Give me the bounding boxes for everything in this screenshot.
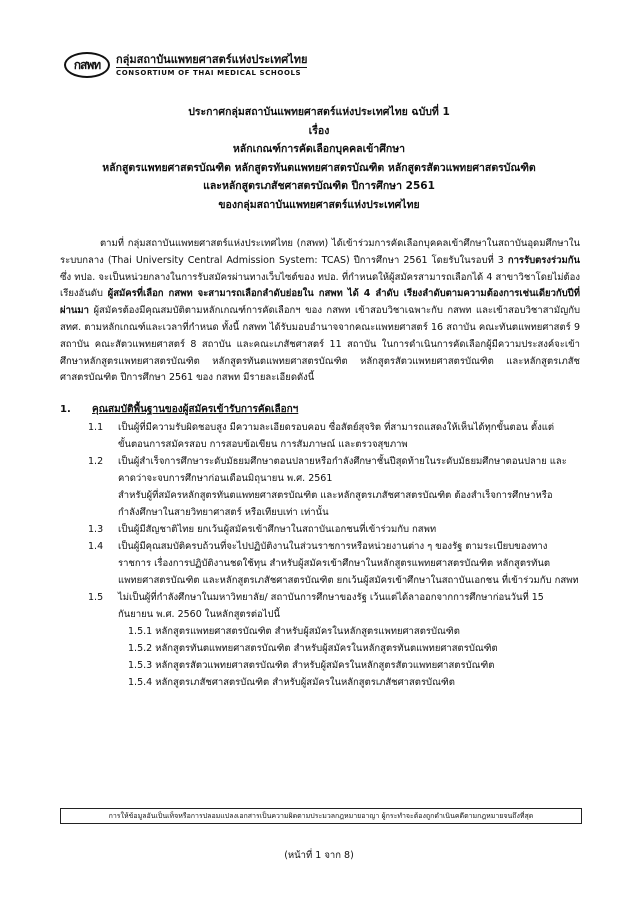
item-line: ไม่เป็นผู้ที่กำลังศึกษาในมหาวิทยาลัย/ สถาบันการศึกษาของรัฐ เว้นแต่ได้ลาออกจากการศึกษาก่อนวันที่ 15 — [118, 592, 544, 604]
item-text — [118, 419, 580, 453]
legal-notice-box: การให้ข้อมูลอันเป็นเท็จหรือการปลอมแปลงเอกสารเป็นความผิดตามประมวลกฎหมายอาญา ผู้กระทำจะต้องถูกดำเนินคดีตามกฎหมายจนถึงที่สุด — [60, 808, 582, 824]
item-line: เป็นผู้มีสัญชาติไทย ยกเว้นผู้สมัครเข้าศึกษาในสถาบันเอกชนที่เข้าร่วมกับ กสพท — [118, 524, 437, 536]
announcement-title-block — [60, 103, 578, 214]
item-number: 1.2 — [88, 456, 104, 468]
item-line: คาดว่าจะจบการศึกษาก่อนเดือนมิถุนายน พ.ศ. 2561 — [118, 473, 333, 485]
item-number: 1.3 — [88, 524, 104, 536]
item-line: เป็นผู้ที่มีความรับผิดชอบสูง มีความละเอียดรอบคอบ ซื่อสัตย์สุจริต ที่สามารถแสดงให้เห็นได้ทุกขั้นตอน ตั้งแต่ — [118, 422, 555, 434]
section-1-number: 1. — [60, 404, 71, 416]
item-number: 1.4 — [88, 541, 104, 553]
sub-item: 1.5.2 หลักสูตรทันตแพทยศาสตรบัณฑิต สำหรับผู้สมัครในหลักสูตรทันตแพทยศาสตรบัณฑิต — [128, 643, 498, 655]
item-line: กันยายน พ.ศ. 2560 ในหลักสูตรต่อไปนี้ — [118, 609, 280, 621]
item-line: ราชการ เรื่องการปฏิบัติงานชดใช้ทุน สำหรับผู้สมัครเข้าศึกษาในหลักสูตรแพทยศาสตรบัณฑิต หลักสูตรทันต — [118, 558, 551, 570]
subject-label: เรื่อง — [308, 124, 330, 137]
item-line: เป็นผู้มีคุณสมบัติครบถ้วนที่จะไปปฏิบัติงานในส่วนราชการหรือหน่วยงานต่าง ๆ ของรัฐ ตามระเบียบของทาง — [118, 541, 548, 553]
announcement-title: ประกาศกลุ่มสถาบันแพทยศาสตร์แห่งประเทศไทย ฉบับที่ 1 — [188, 106, 450, 118]
org-name-thai: กลุ่มสถาบันแพทยศาสตร์แห่งประเทศไทย — [116, 52, 308, 66]
list-item — [60, 521, 580, 538]
item-number: 1.5 — [88, 592, 104, 604]
item-text — [118, 453, 580, 521]
intro-text — [60, 236, 580, 387]
section-1-heading — [60, 401, 580, 419]
consortium-logo-icon: กสพท — [64, 52, 110, 78]
item-text — [118, 521, 580, 538]
section-1-items — [60, 419, 580, 691]
list-item — [60, 453, 580, 521]
subject-line-4: ของกลุ่มสถาบันแพทยศาสตร์แห่งประเทศไทย — [218, 198, 420, 211]
subject-line-3: และหลักสูตรเภสัชศาสตรบัณฑิต ปีการศึกษา 2561 — [203, 180, 435, 192]
section-1-title: คุณสมบัติพื้นฐานของผู้สมัครเข้ารับการคัดเลือกฯ — [92, 404, 299, 416]
sub-item: 1.5.3 หลักสูตรสัตวแพทยศาสตรบัณฑิต สำหรับผู้สมัครในหลักสูตรสัตวแพทยศาสตรบัณฑิต — [128, 660, 495, 672]
intro-bold-joint-admission: การรับตรงร่วมกัน — [507, 254, 580, 266]
intro-text-part-3: ผู้สมัครต้องมีคุณสมบัติตามหลักเกณฑ์การคัดเลือกฯ ของ กสพท เข้าสอบวิชาเฉพาะกับ กสพท และเข้าสอบวิชาสามัญกับ สทศ. ตามหลักเกณฑ์และเวลาที่กำหนด ทั้งนี้ กสพท ได้รับมอบอำนาจจากคณะแพทยศาสตร์ 16 สถาบัน คณะทันตแพทยศาสตร์ 9 สถาบัน คณะสัตวแพทยศาสตร์ 8 สถาบัน และคณะเภสัชศาสตร์ 11 สถาบัน ในการดำเนินการคัดเลือกผู้มีความประสงค์จะเข้าศึกษาหลักสูตรแพทยศาสตรบัณฑิต หลักสูตรทันตแพทยศาสตรบัณฑิต หลักสูตรสัตวแพทยศาสตรบัณฑิต และหลักสูตรเภสัชศาสตรบัณฑิต ปีการศึกษา 2561 ของ กสพท มีรายละเอียดดังนี้ — [60, 305, 580, 384]
page-number: (หน้าที่ 1 จาก 8) — [284, 850, 354, 861]
intro-text-part-1: ตามที่ กลุ่มสถาบันแพทยศาสตร์แห่งประเทศไทย (กสพท) ได้เข้าร่วมการคัดเลือกบุคคลเข้าศึกษาในสถาบันอุดมศึกษาในระบบกลาง (Thai University Central Admission System: TCAS) ปีการศึกษา 2561 โดยรับในรอบที่ 3 — [60, 238, 580, 266]
item-line: กำลังศึกษาในสายวิทยาศาสตร์ หรือเทียบเท่า เท่านั้น — [118, 507, 329, 519]
item-line: ขั้นตอนการสมัครสอบ การสอบข้อเขียน การสัมภาษณ์ และตรวจสุขภาพ — [118, 439, 408, 451]
item-line: เป็นผู้สำเร็จการศึกษาระดับมัธยมศึกษาตอนปลายหรือกำลังศึกษาชั้นปีสุดท้ายในระดับมัธยมศึกษาตอนปลาย และ — [118, 456, 567, 468]
org-name-english: CONSORTIUM OF THAI MEDICAL SCHOOLS — [116, 68, 302, 77]
document-body — [60, 236, 580, 691]
subject-line-2: หลักสูตรแพทยศาสตรบัณฑิต หลักสูตรทันตแพทยศาสตรบัณฑิต หลักสูตรสัตวแพทยศาสตรบัณฑิต — [102, 161, 536, 174]
item-line: สำหรับผู้ที่สมัครหลักสูตรทันตแพทยศาสตรบัณฑิต และหลักสูตรเภสัชศาสตรบัณฑิต ต้องสำเร็จการศึกษาหรือ — [118, 490, 553, 502]
item-number: 1.1 — [88, 422, 104, 434]
header-logo — [64, 52, 307, 78]
sub-item: 1.5.1 หลักสูตรแพทยศาสตรบัณฑิต สำหรับผู้สมัครในหลักสูตรแพทยศาสตรบัณฑิต — [128, 626, 460, 638]
intro-bold-ranking-rule: ผู้สมัครที่เลือก กสพท จะสามารถเลือกลำดับย่อยใน กสพท ได้ 4 ลำดับ เรียงลำดับตามความต้องการเช่นเดียวกับปีที่ผ่านมา — [60, 288, 580, 317]
list-item — [60, 538, 580, 589]
intro-paragraph — [60, 236, 580, 387]
list-item — [60, 589, 580, 623]
sub-item: 1.5.4 หลักสูตรเภสัชศาสตรบัณฑิต สำหรับผู้สมัครในหลักสูตรเภสัชศาสตรบัณฑิต — [128, 677, 455, 689]
list-item — [60, 419, 580, 453]
item-line: แพทยศาสตรบัณฑิต และหลักสูตรเภสัชศาสตรบัณฑิต ยกเว้นผู้สมัครเข้าศึกษาในสถาบันเอกชน ที่เข้าร่วมกับ กสพท — [118, 575, 579, 587]
intro-text-part-2: ซึ่ง ทปอ. จะเป็นหน่วยกลางในการรับสมัครผ่านทางเว็บไซต์ของ ทปอ. ที่กำหนดให้ผู้สมัครสามารถเลือกได้ 4 สาขาวิชาโดยไม่ต้องเรียงอันดับ — [60, 271, 580, 300]
item-text — [118, 589, 580, 623]
org-name — [116, 53, 307, 78]
item-text — [118, 538, 580, 589]
subject-line-1: หลักเกณฑ์การคัดเลือกบุคคลเข้าศึกษา — [232, 143, 406, 155]
